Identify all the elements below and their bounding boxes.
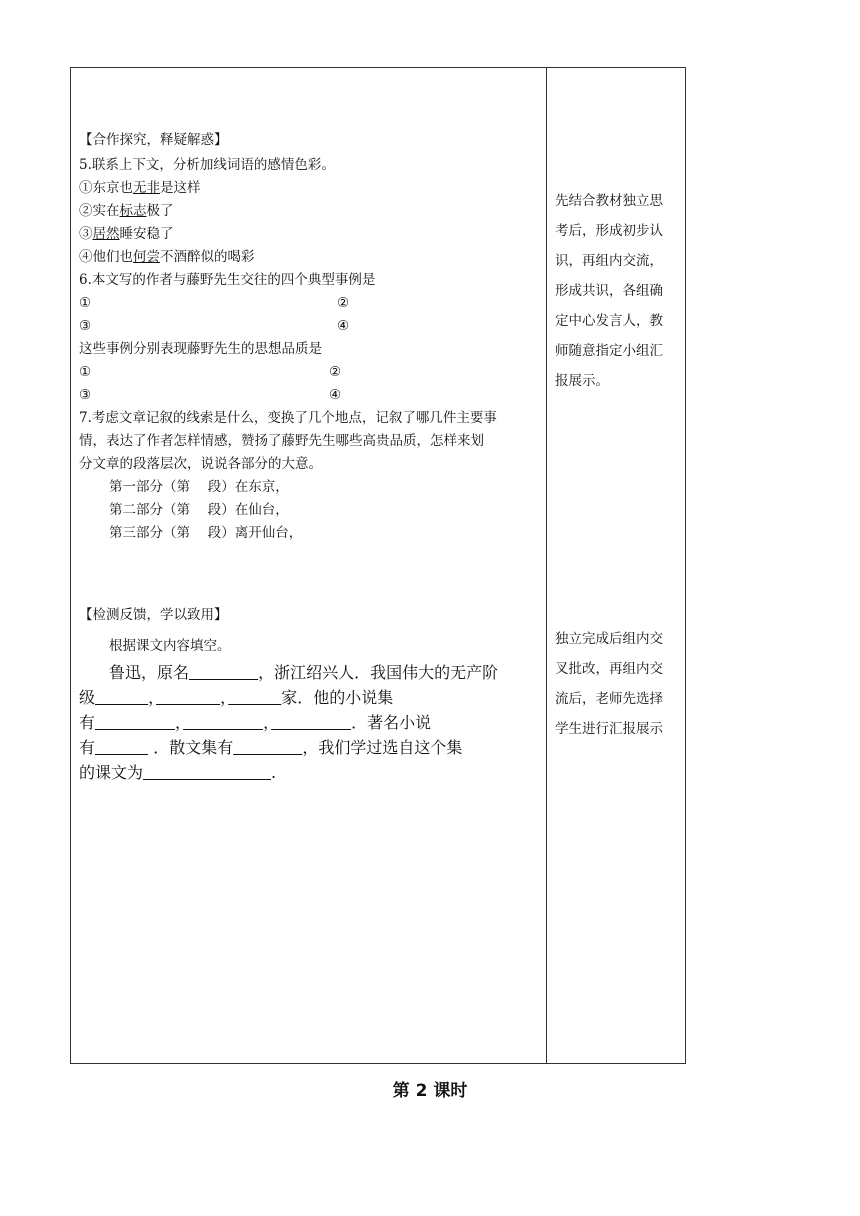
quality-mark-1: ① [79,364,92,380]
fill-line-2: 级 ， ， 家．他的小说集 [79,688,394,707]
example-mark-1: ① [79,295,92,311]
section-heading-explore: 【合作探究，释疑解惑】 [79,132,228,148]
fill-line-5: 的课文为 . [79,763,277,782]
question-7-line-3: 分文章的段落层次，说说各部分的大意。 [79,456,322,472]
lesson-table [70,67,686,1064]
part-3: 第三部分（第 段）离开仙台， [109,525,303,541]
fill-line-3: 有 ， ， ．著名小说 [79,713,432,732]
quality-mark-2: ② [329,364,342,380]
fill-instruction: 根据课文内容填空。 [109,638,231,654]
part-2: 第二部分（第 段）在仙台， [109,502,289,518]
part-1: 第一部分（第 段）在东京， [109,479,289,495]
column-divider [546,68,547,1063]
word-item-4: ④他们也何尝不酒醉似的喝彩 [79,249,255,265]
word-item-3: ③居然睡安稳了 [79,226,174,242]
lesson-number-heading: 第 2 课时 [392,1081,468,1101]
question-7-line-2: 情，表达了作者怎样情感，赞扬了藤野先生哪些高贵品质，怎样来划 [79,433,484,449]
question-7-line-1: 7.考虑文章记叙的线索是什么，变换了几个地点，记叙了哪几件主要事 [79,410,497,426]
question-5: 5.联系上下文，分析加线词语的感情色彩。 [79,157,335,173]
word-item-2: ②实在标志极了 [79,203,174,219]
word-item-1: ①东京也无非是这样 [79,180,201,196]
example-mark-4: ④ [337,318,350,334]
section-heading-feedback: 【检测反馈，学以致用】 [79,607,228,623]
quality-mark-3: ③ [79,387,92,403]
example-mark-3: ③ [79,318,92,334]
example-mark-2: ② [337,295,350,311]
quality-mark-4: ④ [329,387,342,403]
fill-line-4: 有 ．散文集有 ，我们学过选自这个集 [79,738,463,757]
fill-line-1: 鲁迅，原名 ，浙江绍兴人．我国伟大的无产阶 [109,663,499,682]
side-note-2: 独立完成后组内交 叉批改，再组内交 流后，老师先选择 学生进行汇报展示 [555,631,663,737]
question-6: 6.本文写的作者与藤野先生交往的四个典型事例是 [79,272,376,288]
side-note-1: 先结合教材独立思 考后，形成初步认 识，再组内交流， 形成共识，各组确 定中心发言人，教 师随意指定小组汇 报展示。 [555,193,663,389]
question-6-qualities: 这些事例分别表现藤野先生的思想品质是 [79,341,322,357]
